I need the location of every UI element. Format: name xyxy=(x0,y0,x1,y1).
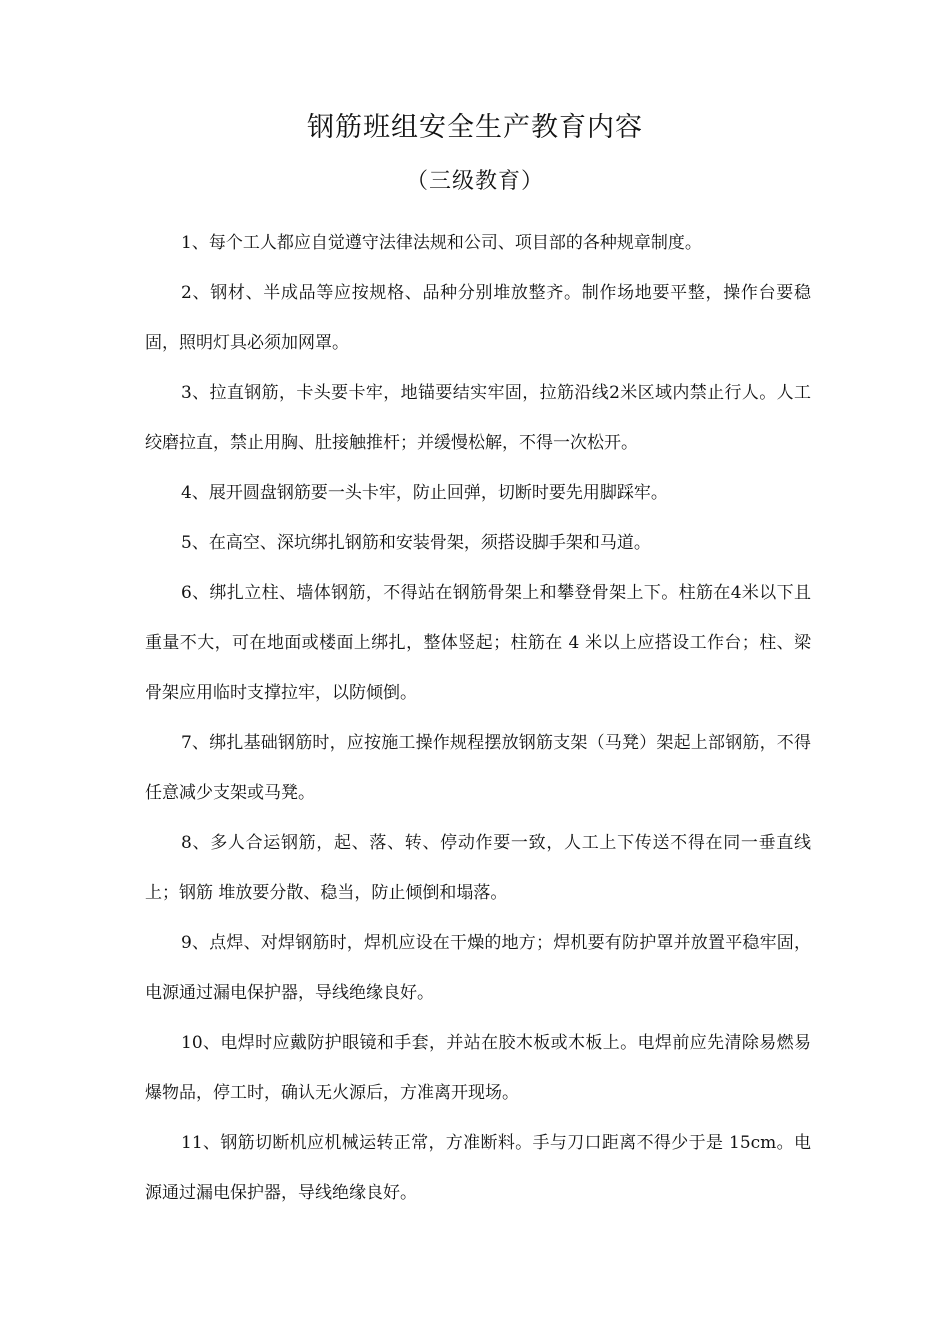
paragraph-3: 3、拉直钢筋，卡头要卡牢，地锚要结实牢固，拉筋沿线2米区域内禁止行人。人工绞磨拉直，禁止用胸、肚接触推杆；并缓慢松解，不得一次松开。 xyxy=(145,383,811,453)
paragraph-8: 8、多人合运钢筋，起、落、转、停动作要一致，人工上下传送不得在同一垂直线上；钢筋 堆放要分散、稳当，防止倾倒和塌落。 xyxy=(145,833,811,903)
document-body xyxy=(145,218,811,1218)
paragraph-11: 11、钢筋切断机应机械运转正常，方准断料。手与刀口距离不得少于是 15cm。电源通过漏电保护器，导线绝缘良好。 xyxy=(145,1133,811,1203)
paragraph-7: 7、绑扎基础钢筋时，应按施工操作规程摆放钢筋支架（马凳）架起上部钢筋，不得任意减少支架或马凳。 xyxy=(145,733,811,803)
paragraph-6: 6、绑扎立柱、墙体钢筋，不得站在钢筋骨架上和攀登骨架上下。柱筋在4米以下且重量不大，可在地面或楼面上绑扎，整体竖起；柱筋在 4 米以上应搭设工作台；柱、梁骨架应用临时支撑拉牢，以防倾倒。 xyxy=(145,583,811,703)
paragraph-4: 4、展开圆盘钢筋要一头卡牢，防止回弹，切断时要先用脚踩牢。 xyxy=(181,483,668,503)
paragraph-10: 10、电焊时应戴防护眼镜和手套，并站在胶木板或木板上。电焊前应先清除易燃易爆物品，停工时，确认无火源后，方准离开现场。 xyxy=(145,1033,811,1103)
document-title: 钢筋班组安全生产教育内容 xyxy=(307,112,643,143)
paragraph-2: 2、钢材、半成品等应按规格、品种分别堆放整齐。制作场地要平整，操作台要稳固，照明灯具必须加网罩。 xyxy=(145,283,811,353)
paragraph-9: 9、点焊、对焊钢筋时，焊机应设在干燥的地方；焊机要有防护罩并放置平稳牢固，电源通过漏电保护器，导线绝缘良好。 xyxy=(145,933,811,1003)
paragraph-5: 5、在高空、深坑绑扎钢筋和安装骨架，须搭设脚手架和马道。 xyxy=(181,533,651,553)
paragraph-1: 1、每个工人都应自觉遵守法律法规和公司、项目部的各种规章制度。 xyxy=(181,233,702,253)
document-subtitle: （三级教育） xyxy=(405,169,544,194)
